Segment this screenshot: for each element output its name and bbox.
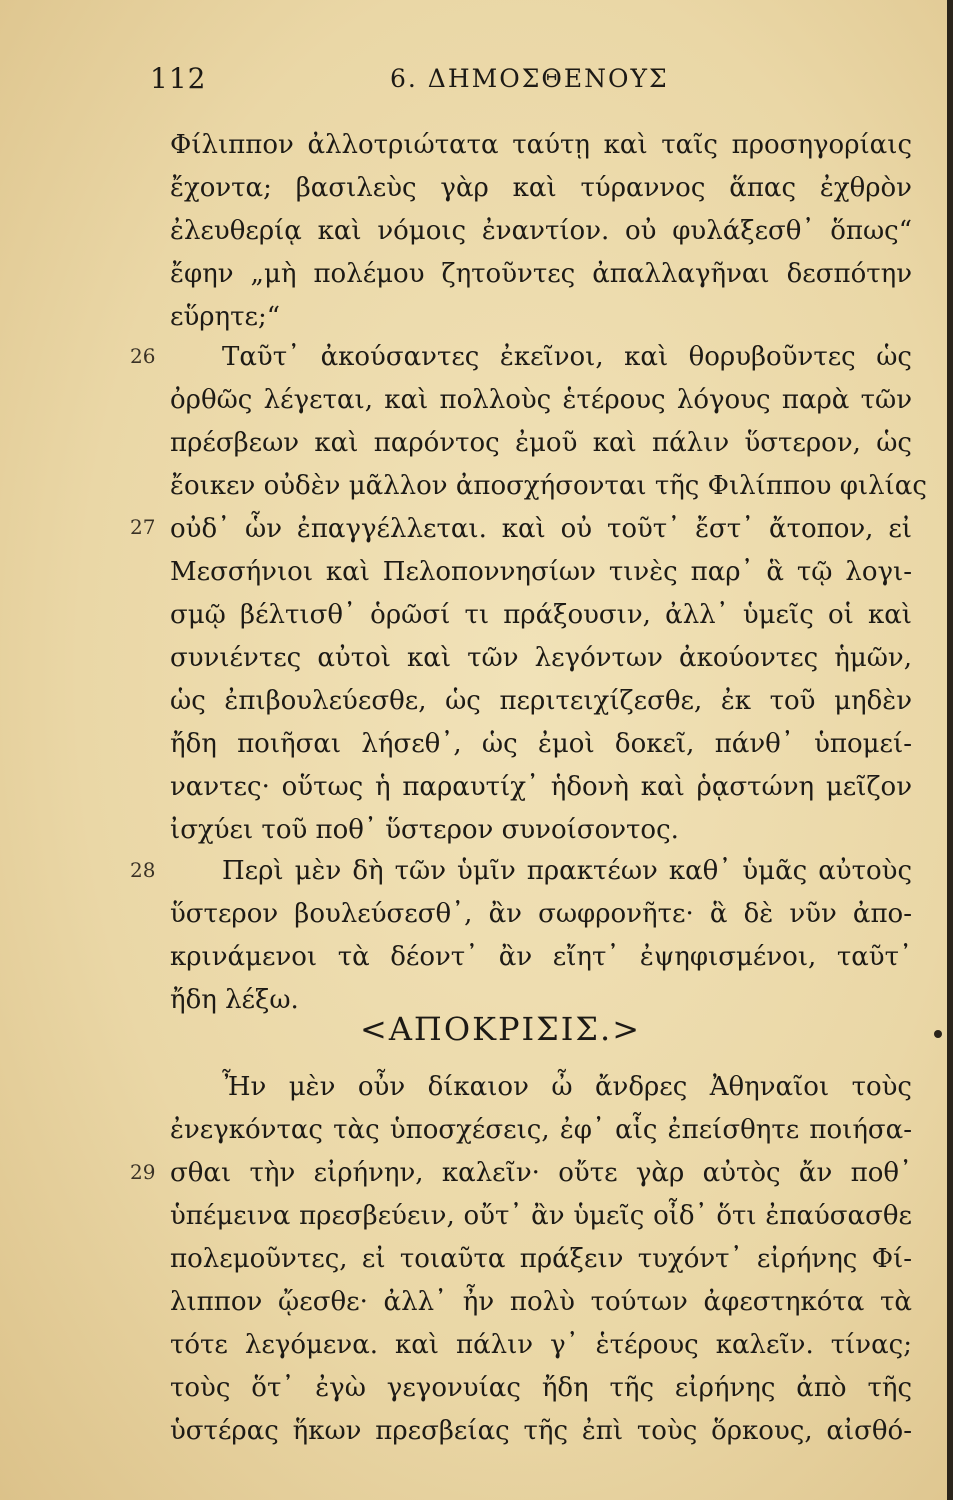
section-number-28: 28 [130, 858, 156, 882]
text-line: Περὶ μὲν δὴ τῶν ὑμῖν πρακτέων καθ᾽ ὑμᾶς αὐτοὺς [222, 856, 912, 886]
text-line: ἤδη λέξω. [170, 985, 299, 1015]
text-line: ἔοικεν οὐδὲν μᾶλλον ἀποσχήσονται τῆς Φιλίππου φιλίας [170, 471, 927, 501]
text-line: πολεμοῦντες, εἰ τοιαῦτα πράξειν τυχόντ᾽ εἰρήνης Φί- [170, 1244, 912, 1274]
page-number: 112 [150, 62, 207, 95]
ink-dot [934, 1030, 942, 1038]
text-line: ὕστερον βουλεύσεσθ᾽, ἂν σωφρονῆτε· ἃ δὲ νῦν ἀπο- [170, 899, 912, 929]
text-line: τότε λεγόμενα. καὶ πάλιν γ᾽ ἑτέρους καλεῖν. τίνας; [170, 1330, 912, 1360]
text-line: τοὺς ὅτ᾽ ἐγὼ γεγονυίας ἤδη τῆς εἰρήνης ἀπὸ τῆς [170, 1373, 912, 1403]
section-number-29: 29 [130, 1160, 156, 1184]
text-line: ἤδη ποιῆσαι λήσεθ᾽, ὡς ἐμοὶ δοκεῖ, πάνθ᾽ ὑπομεί- [170, 729, 912, 759]
text-line: ἐνεγκόντας τὰς ὑποσχέσεις, ἐφ᾽ αἷς ἐπείσθητε ποιήσα- [170, 1115, 912, 1145]
section-number-27: 27 [130, 515, 156, 539]
text-line: Φίλιππον ἀλλοτριώτατα ταύτῃ καὶ ταῖς προσηγορίαις [170, 130, 912, 160]
text-line: ναντες· οὕτως ἡ παραυτίχ᾽ ἡδονὴ καὶ ῥᾳστώνη μεῖζον [170, 772, 912, 802]
page-header [150, 62, 870, 102]
text-line: εὕρητε;“ [170, 302, 281, 332]
text-line: Μεσσήνιοι καὶ Πελοποννησίων τινὲς παρ᾽ ἃ τῷ λογι- [170, 557, 912, 587]
text-line: Ταῦτ᾽ ἀκούσαντες ἐκεῖνοι, καὶ θορυβοῦντες ὡς [222, 342, 912, 372]
text-line: ὡς ἐπιβουλεύεσθε, ὡς περιτειχίζεσθε, ἐκ τοῦ μηδὲν [170, 686, 912, 716]
text-line: σθαι τὴν εἰρήνην, καλεῖν· οὔτε γὰρ αὐτὸς ἄν ποθ᾽ [170, 1158, 912, 1188]
section-number-26: 26 [130, 344, 156, 368]
text-line: ἔφην „μὴ πολέμου ζητοῦντες ἀπαλλαγῆναι δεσπότην [170, 259, 912, 289]
text-line: πρέσβεων καὶ παρόντος ἐμοῦ καὶ πάλιν ὕστερον, ὡς [170, 428, 912, 458]
text-line: συνιέντες αὐτοὶ καὶ τῶν λεγόντων ἀκούοντες ἡμῶν, [170, 643, 912, 673]
text-line: λιππον ᾤεσθε· ἀλλ᾽ ἦν πολὺ τούτων ἀφεστηκότα τὰ [170, 1287, 912, 1317]
text-line: ἔχοντα; βασιλεὺς γὰρ καὶ τύραννος ἅπας ἐχθρὸν [170, 173, 912, 203]
section-heading: <ΑΠΟΚΡΙΣΙΣ.> [360, 1010, 642, 1048]
running-title: 6. ΔΗΜΟΣΘΕΝΟΥΣ [390, 64, 669, 93]
text-line: ἰσχύει τοῦ ποθ᾽ ὕστερον συνοίσοντος. [170, 815, 679, 845]
text-line: οὐδ᾽ ὧν ἐπαγγέλλεται. καὶ οὐ τοῦτ᾽ ἔστ᾽ ἄτοπον, εἰ [170, 514, 912, 544]
page-edge-shadow [947, 0, 953, 1500]
text-line: ἐλευθερίᾳ καὶ νόμοις ἐναντίον. οὐ φυλάξεσθ᾽ ὅπως“ [170, 216, 912, 246]
text-line: ὑστέρας ἥκων πρεσβείας τῆς ἐπὶ τοὺς ὅρκους, αἰσθό- [170, 1416, 912, 1446]
text-line: κρινάμενοι τὰ δέοντ᾽ ἂν εἴητ᾽ ἐψηφισμένοι, ταῦτ᾽ [170, 942, 912, 972]
text-line: ὀρθῶς λέγεται, καὶ πολλοὺς ἑτέρους λόγους παρὰ τῶν [170, 385, 912, 415]
text-line: ὑπέμεινα πρεσβεύειν, οὔτ᾽ ἂν ὑμεῖς οἶδ᾽ ὅτι ἐπαύσασθε [170, 1201, 912, 1231]
text-line: Ἦν μὲν οὖν δίκαιον ὦ ἄνδρες Ἀθηναῖοι τοὺς [222, 1072, 912, 1102]
text-line: σμῷ βέλτισθ᾽ ὁρῶσί τι πράξουσιν, ἀλλ᾽ ὑμεῖς οἱ καὶ [170, 600, 912, 630]
